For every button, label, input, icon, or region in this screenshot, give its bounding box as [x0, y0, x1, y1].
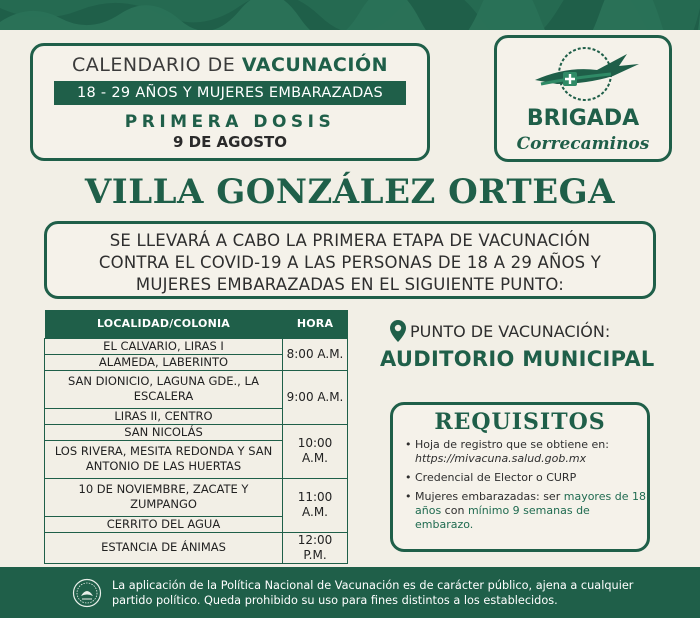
location-cell: LOS RIVERA, MESITA REDONDA Y SAN ANTONIO DE LAS HUERTAS	[45, 440, 283, 478]
list-item	[405, 490, 647, 532]
requirement-highlight: mínimo 9 semanas de embarazo.	[415, 504, 590, 531]
date-label: 9 DE AGOSTO	[172, 133, 288, 151]
top-decorative-band	[0, 0, 700, 30]
time-cell: 10:00 A.M.	[283, 424, 348, 478]
time-cell: 12:00 P.M.	[283, 532, 348, 563]
dose-label: PRIMERA DOSIS	[124, 112, 336, 132]
location-cell: EL CALVARIO, LIRAS I	[45, 338, 283, 354]
requirement-highlight: mayores de 18 años	[415, 490, 646, 517]
requirement-text: Credencial de Elector o CURP	[415, 471, 577, 484]
table-row	[45, 424, 348, 440]
schedule-table	[44, 310, 348, 564]
age-group-banner: 18 - 29 AÑOS Y MUJERES EMBARAZADAS	[54, 81, 406, 105]
time-cell: 9:00 A.M.	[283, 370, 348, 424]
list-item	[405, 471, 647, 485]
requirements-list	[405, 438, 647, 532]
requirements-title: REQUISITOS	[434, 409, 606, 435]
vaccination-point	[380, 320, 670, 371]
location-cell: 10 DE NOVIEMBRE, ZACATE Y ZUMPANGO	[45, 478, 283, 516]
requirement-text: Hoja de registro que se obtiene en:	[415, 438, 609, 451]
requirement-text: con	[441, 504, 468, 517]
location-cell: SAN DIONICIO, LAGUNA GDE., LA ESCALERA	[45, 370, 283, 408]
intro-line: SE LLEVARÁ A CABO LA PRIMERA ETAPA DE VACUNACIÓN	[109, 231, 591, 250]
location-cell: LIRAS II, CENTRO	[45, 408, 283, 424]
footer-text: La aplicación de la Política Nacional de Vacunación es de carácter público, ajena a cualquier partido político. Queda prohibido su uso para fines distintos a los establecidos.	[112, 579, 634, 607]
location-pin-icon	[390, 320, 406, 342]
calendar-title	[33, 54, 427, 76]
table-row	[45, 370, 348, 408]
list-item	[405, 438, 647, 466]
table-row	[45, 478, 348, 516]
time-column-header: HORA	[283, 310, 348, 338]
registration-link[interactable]: https://mivacuna.salud.gob.mx	[415, 452, 587, 465]
table-header-row	[45, 310, 348, 338]
pattern-ornament	[0, 0, 700, 30]
title-prefix: CALENDARIO DE	[71, 54, 242, 76]
brigada-subtitle: Correcaminos	[516, 134, 650, 154]
time-cell: 8:00 A.M.	[283, 338, 348, 370]
location-cell: ALAMEDA, LABERINTO	[45, 354, 283, 370]
location-cell: SAN NICOLÁS	[45, 424, 283, 440]
table-row	[45, 338, 348, 354]
requirement-text: Mujeres embarazadas: ser	[415, 490, 564, 503]
intro-line: CONTRA EL COVID-19 A LAS PERSONAS DE 18 A 29 AÑOS Y	[98, 253, 602, 272]
footer-disclaimer-band	[0, 567, 700, 618]
location-cell: ESTANCIA DE ÁNIMAS	[45, 532, 283, 563]
vaccination-point-label-text: PUNTO DE VACUNACIÓN:	[410, 321, 611, 341]
vaccination-point-label	[390, 320, 670, 342]
intro-box	[44, 221, 656, 299]
location-column-header: LOCALIDAD/COLONIA	[45, 310, 283, 338]
roadrunner-logo-icon	[527, 44, 645, 104]
requirements-box	[390, 402, 650, 552]
vaccination-point-name: AUDITORIO MUNICIPAL	[380, 347, 655, 371]
intro-line: MUJERES EMBARAZADAS EN EL SIGUIENTE PUNTO:	[135, 275, 565, 294]
calendar-header-box	[30, 43, 430, 161]
location-cell: CERRITO DEL AGUA	[45, 516, 283, 532]
time-cell: 11:00 A.M.	[283, 478, 348, 532]
table-row	[45, 532, 348, 563]
national-seal-icon	[72, 578, 102, 608]
title-emphasis: VACUNACIÓN	[241, 54, 388, 76]
town-name: VILLA GONZÁLEZ ORTEGA	[84, 172, 616, 212]
brigada-logo-box	[494, 35, 672, 162]
brigada-title: BRIGADA	[526, 106, 640, 131]
